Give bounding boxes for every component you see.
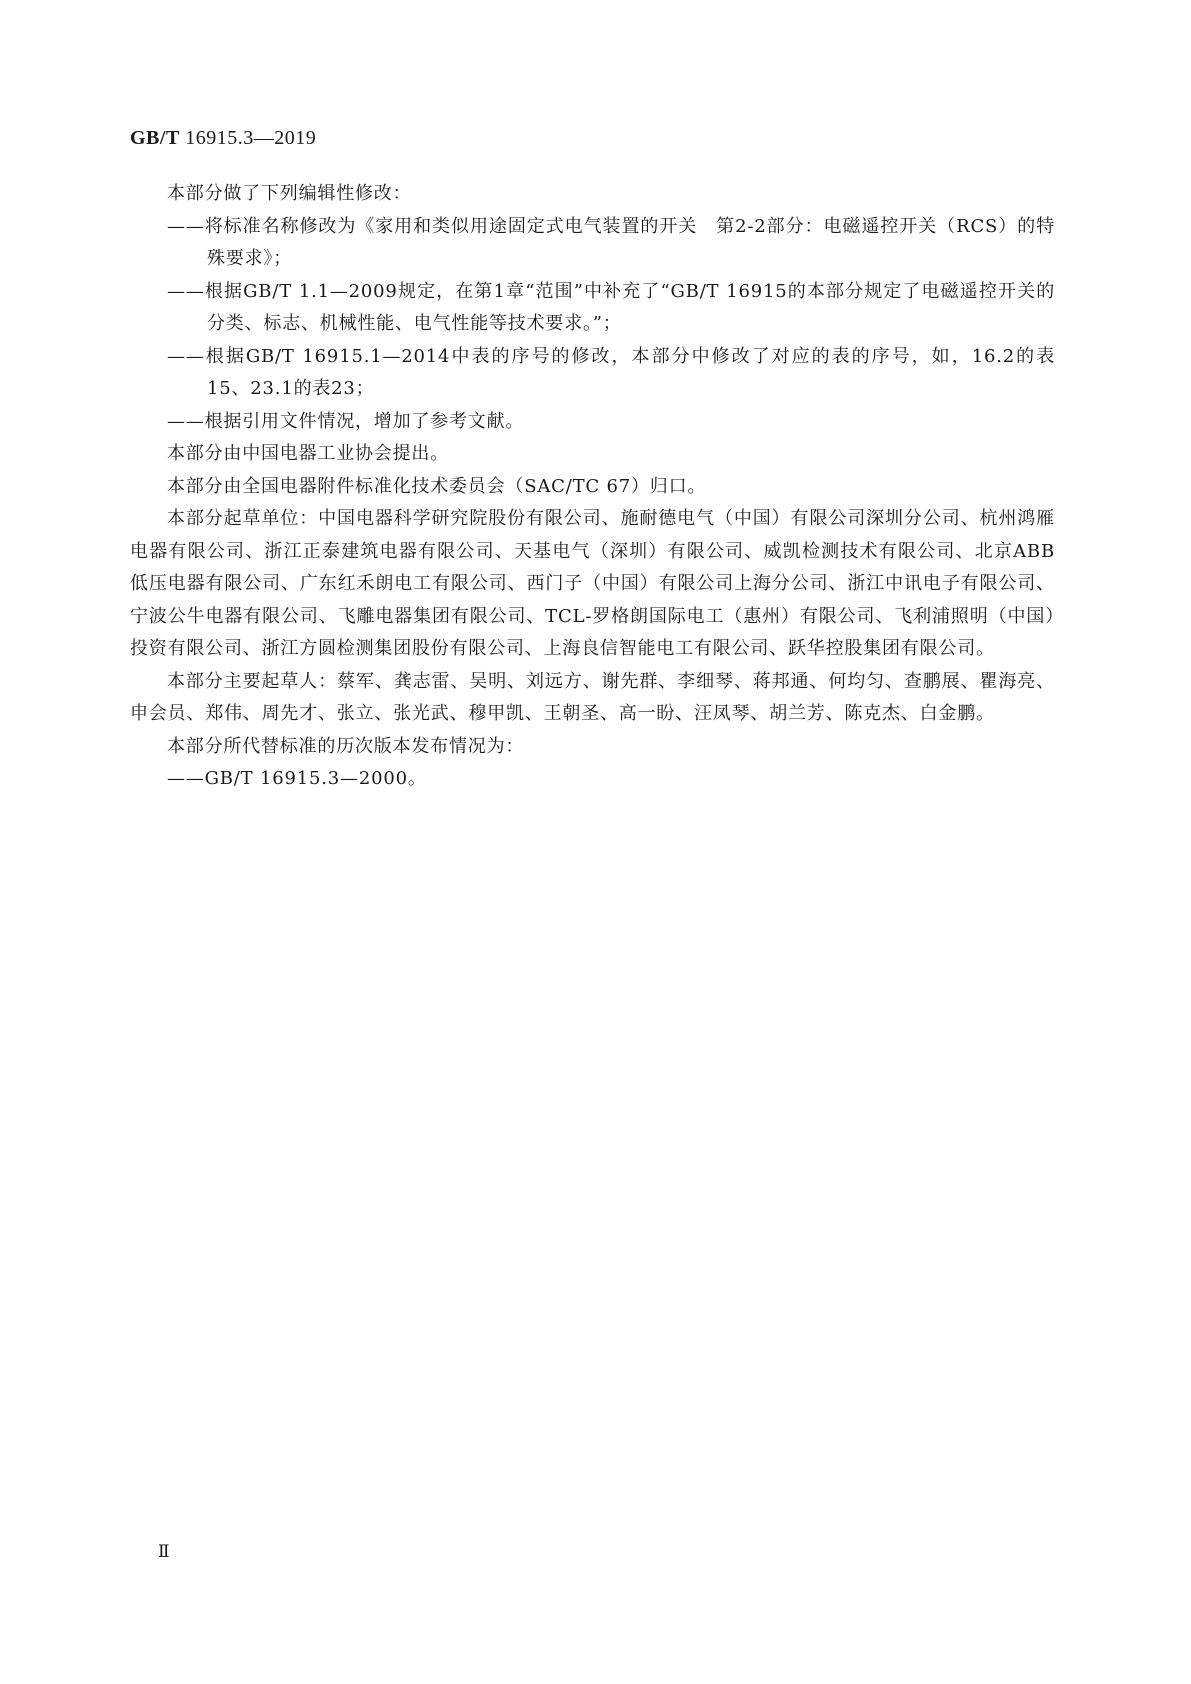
edit-item-scope-supplement: ——根据GB/T 1.1—2009规定，在第1章“范围”中补充了“GB/T 16915的本部分规定了电磁遥控开关的分类、标志、机械性能、电气性能等技术要求。”； [167, 280, 1055, 334]
standard-header [130, 127, 316, 150]
edit-item-table-numbering: ——根据GB/T 16915.1—2014中表的序号的修改，本部分中修改了对应的表的序号，如，16.2的表15、23.1的表23； [167, 345, 1055, 399]
centralized-by: 本部分由全国电器附件标准化技术委员会（SAC/TC 67）归口。 [167, 475, 707, 497]
edit-item-title-change: ——将标准名称修改为《家用和类似用途固定式电气装置的开关 第2-2部分：电磁遥控开关（RCS）的特殊要求》； [167, 215, 1055, 269]
standard-number: 16915.3—2019 [185, 127, 317, 149]
history-intro: 本部分所代替标准的历次版本发布情况为： [167, 735, 525, 757]
history-item: ——GB/T 16915.3—2000。 [167, 768, 427, 789]
edit-item-bibliography: ——根据引用文件情况，增加了参考文献。 [167, 410, 525, 432]
edit-intro: 本部分做了下列编辑性修改： [167, 183, 412, 204]
drafting-units: 本部分起草单位：中国电器科学研究院股份有限公司、施耐德电气（中国）有限公司深圳分公司、杭州鸿雁电器有限公司、浙江正泰建筑电器有限公司、天基电气（深圳）有限公司、威凯检测技术有限公司、北京ABB低压电器有限公司、广东红禾朗电工有限公司、西门子（中国）有限公司上海分公司、浙江中讯电子有限公司、宁波公牛电器有限公司、飞雕电器集团有限公司、TCL-罗格朗国际电工（惠州）有限公司、飞利浦照明（中国）投资有限公司、浙江方圆检测集团股份有限公司、上海良信智能电工有限公司、跃华控股集团有限公司。 [130, 508, 1055, 659]
standard-code: GB/T [130, 127, 180, 149]
foreword-body [130, 178, 1055, 796]
proposed-by: 本部分由中国电器工业协会提出。 [167, 443, 449, 464]
page-number: Ⅱ [158, 1542, 170, 1561]
main-drafters: 本部分主要起草人：蔡军、龚志雷、吴明、刘远方、谢先群、李细琴、蒋邦通、何均匀、查鹏展、瞿海亮、申会员、郑伟、周先才、张立、张光武、穆甲凯、王朝圣、高一盼、汪凤琴、胡兰芳、陈克杰、白金鹏。 [130, 670, 1055, 724]
